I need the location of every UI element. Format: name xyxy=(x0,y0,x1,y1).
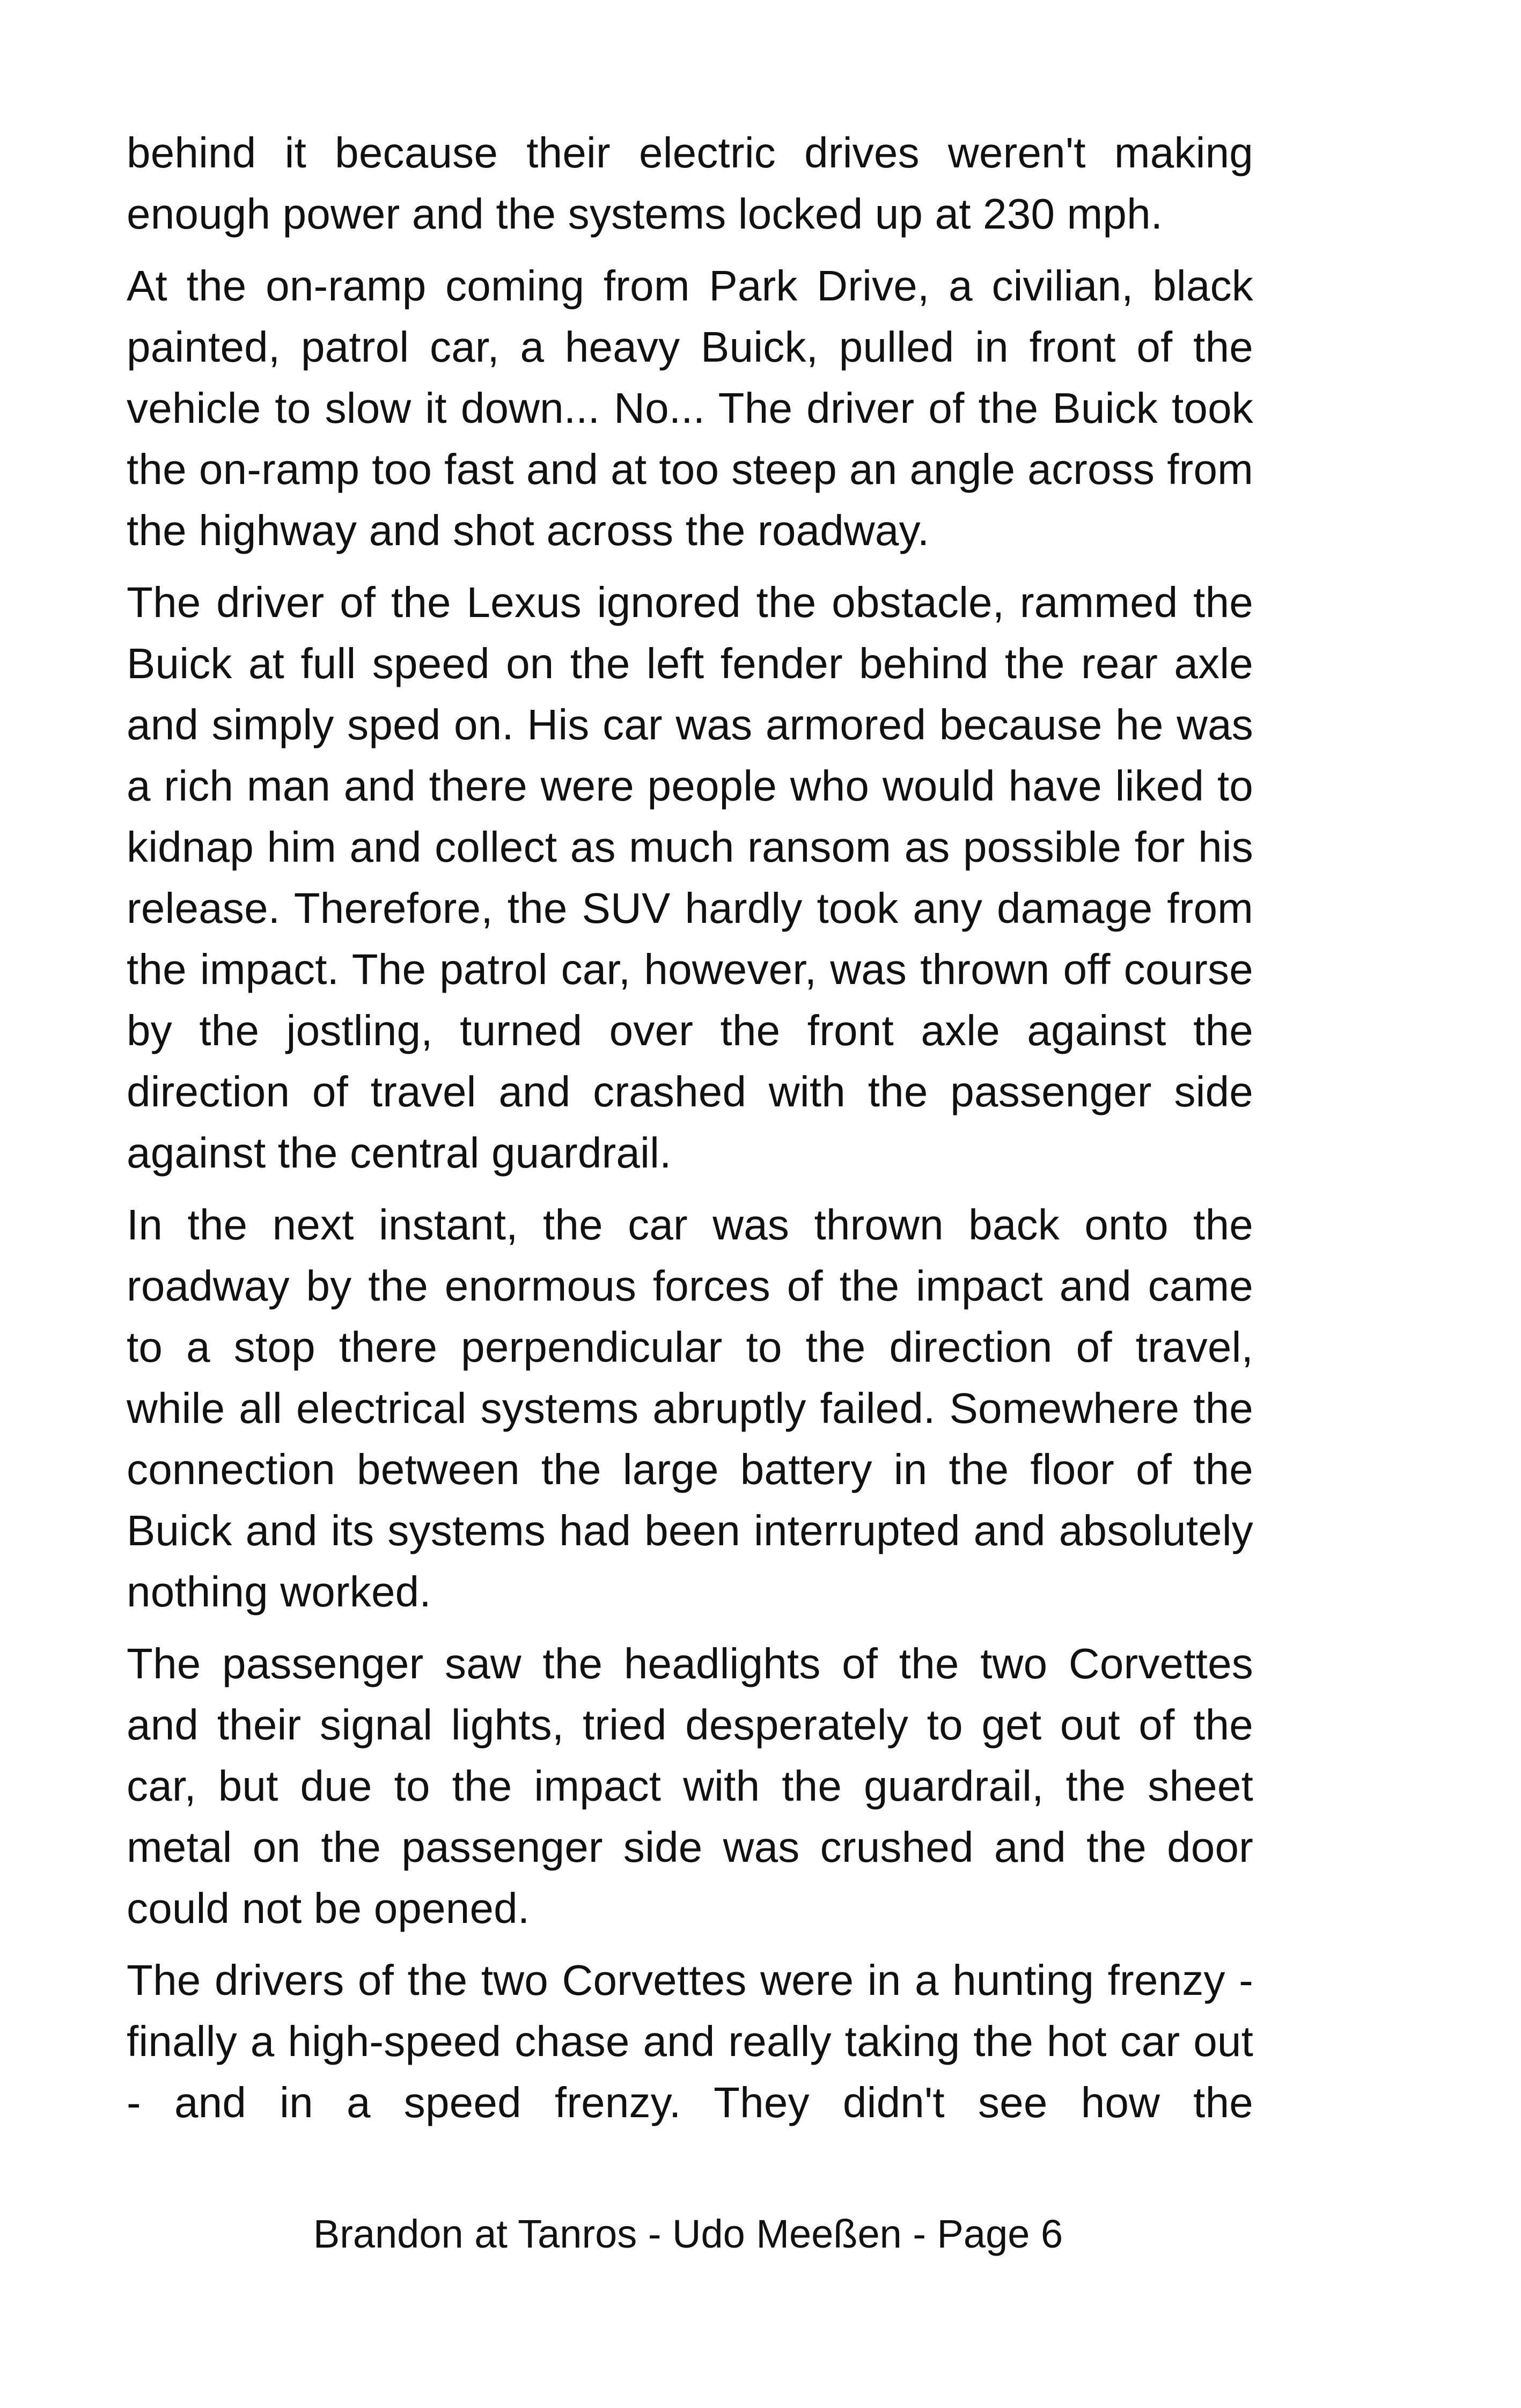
paragraph-2: At the on-ramp coming from Park Drive, a civilian, black painted, patrol car, a heavy Buick, pulled in front of the vehicle to slow it down... No... The driver of the Buick took the on-ramp too fast and at too steep an angle across from the highway and shot across the roadway. xyxy=(127,262,1253,554)
paragraph-1: behind it because their electric drives weren't making enough power and the systems locked up at 230 mph. xyxy=(127,129,1253,238)
page-body xyxy=(127,122,1253,2144)
paragraph-4: In the next instant, the car was thrown back onto the roadway by the enormous forces of the impact and came to a stop there perpendicular to the direction of travel, while all electrical systems abruptly failed. Somewhere the connection between the large battery in the floor of the Buick and its systems had been interrupted and absolutely nothing worked. xyxy=(127,1201,1253,1616)
paragraph-3: The driver of the Lexus ignored the obstacle, rammed the Buick at full speed on the left fender behind the rear axle and simply sped on. His car was armored because he was a rich man and there were people who would have liked to kidnap him and collect as much ransom as possible for his release. Therefore, the SUV hardly took any damage from the impact. The patrol car, however, was thrown off course by the jostling, turned over the front axle against the direction of travel and crashed with the passenger side against the central guardrail. xyxy=(127,578,1253,1177)
page-footer: Brandon at Tanros - Udo Meeßen - Page 6 xyxy=(313,2212,1063,2256)
paragraph-5: The passenger saw the headlights of the two Corvettes and their signal lights, tried desperately to get out of the car, but due to the impact with the guardrail, the sheet metal on the passenger side was crushed and the door could not be opened. xyxy=(127,1640,1253,1932)
paragraph-6: The drivers of the two Corvettes were in a hunting frenzy - finally a high-speed chase and really taking the hot car out - and in a speed frenzy. They didn't see how the xyxy=(127,1956,1253,2126)
